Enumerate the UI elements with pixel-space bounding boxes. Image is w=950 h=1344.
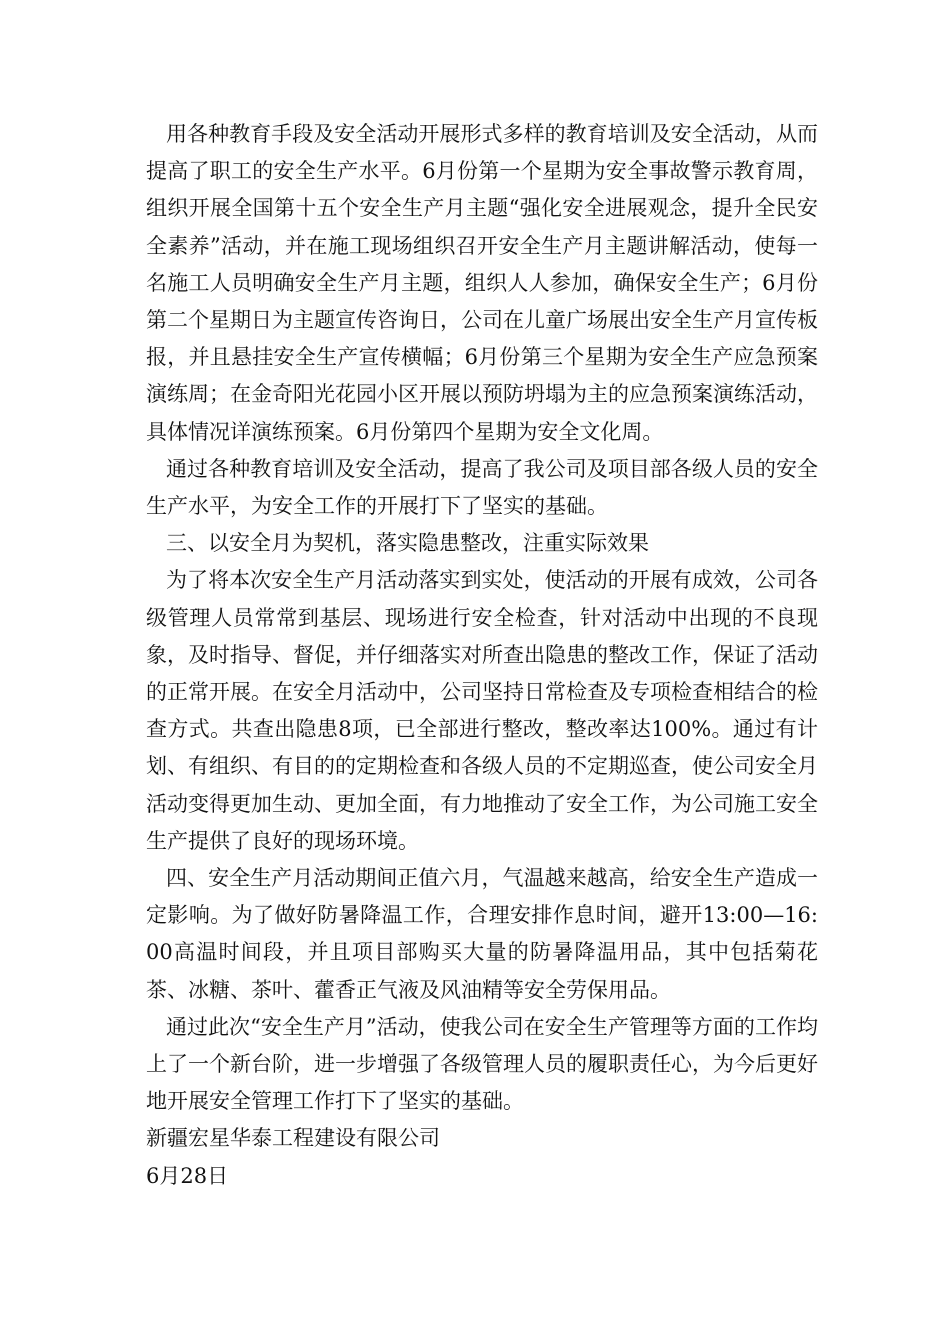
section-heading-three: 三、以安全月为契机，落实隐患整改，注重实际效果 (166, 531, 649, 556)
paragraph-education-activities: 用各种教育手段及安全活动开展形式多样的教育培训及安全活动，从而提高了职工的安全生产水平。6月份第一个星期为安全事故警示教育周，组织开展全国第十五个安全生产月主题“强化安全进展观念，提升全民安全素养”活动，并在施工现场组织召开安全生产月主题讲解活动，使每一名施工人员明确安全生产月主题，组织人人参加，确保安全生产；6月份第二个星期日为主题宣传咨询日，公司在儿童广场展出安全生产月宣传板报，并且悬挂安全生产宣传横幅；6月份第三个星期为安全生产应急预案演练周；在金奇阳光花园小区开展以预防坍塌为主的应急预案演练活动，具体情况详演练预案。6月份第四个星期为安全文化周。 (146, 122, 818, 444)
document-body (146, 116, 818, 1195)
signature-company: 新疆宏星华泰工程建设有限公司 (146, 1126, 440, 1151)
paragraph-heat-prevention: 四、安全生产月活动期间正值六月，气温越来越高，给安全生产造成一定影响。为了做好防暑降温工作，合理安排作息时间，避开13:00—16:00高温时间段，并且项目部购买大量的防暑降温用品，其中包括菊花茶、冰糖、茶叶、藿香正气液及风油精等安全劳保用品。 (146, 866, 818, 1002)
paragraph-training-results: 通过各种教育培训及安全活动，提高了我公司及项目部各级人员的安全生产水平，为安全工作的开展打下了坚实的基础。 (146, 456, 818, 519)
signature-date: 6月28日 (146, 1163, 229, 1188)
paragraph-hazard-rectification: 为了将本次安全生产月活动落实到实处，使活动的开展有成效，公司各级管理人员常常到基层、现场进行安全检查，针对活动中出现的不良现象，及时指导、督促，并仔细落实对所查出隐患的整改工作，保证了活动的正常开展。在安全月活动中，公司坚持日常检查及专项检查相结合的检查方式。共查出隐患8项，已全部进行整改，整改率达100%。通过有计划、有组织、有目的的定期检查和各级人员的不定期巡查，使公司安全月活动变得更加生动、更加全面，有力地推动了安全工作，为公司施工安全生产提供了良好的现场环境。 (146, 568, 818, 853)
paragraph-conclusion: 通过此次“安全生产月”活动，使我公司在安全生产管理等方面的工作均上了一个新台阶，进一步增强了各级管理人员的履职责任心，为今后更好地开展安全管理工作打下了坚实的基础。 (146, 1014, 818, 1114)
